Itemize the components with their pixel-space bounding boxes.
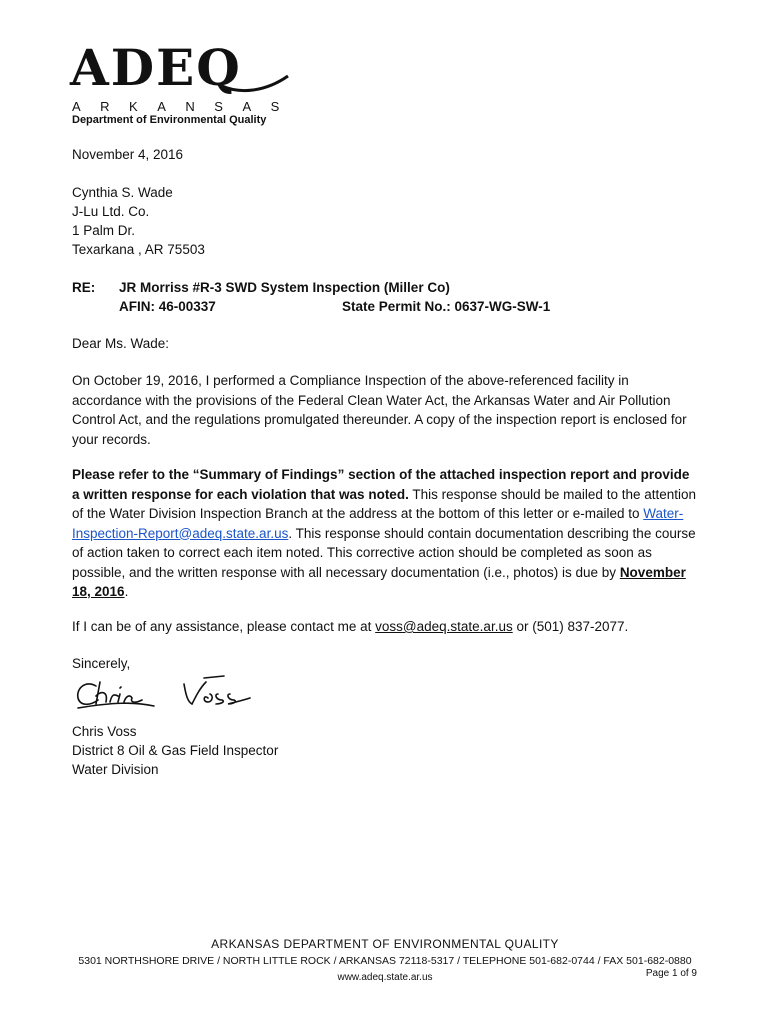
footer-org: ARKANSAS DEPARTMENT OF ENVIRONMENTAL QUALITY [211,937,559,951]
recipient-city: Texarkana , AR 75503 [72,242,205,257]
inspector-email: voss@adeq.state.ar.us [375,619,513,634]
handwritten-signature [74,672,254,714]
report-email-link[interactable]: Water-Inspection-Report@adeq.state.ar.us [72,506,684,541]
re-subject: JR Morriss #R-3 SWD System Inspection (Miller Co) [119,280,450,295]
adeq-logo: ADEQ [70,38,242,97]
recipient-street: 1 Palm Dr. [72,223,136,238]
paragraph-3-text-a: If I can be of any assistance, please contact me at [72,619,376,634]
signer-title: District 8 Oil & Gas Field Inspector [72,743,279,758]
signature-block [72,722,278,779]
re-afin: AFIN: 46-00337 [119,299,216,314]
paragraph-2-text-b: . This response should contain documentation describing the course of action taken to correct each item noted. This corrective action should be completed as soon as possible, and the written response with all necessary documentation (i.e., photos) is due by [72,525,696,580]
recipient-company: J-Lu Ltd. Co. [72,204,150,219]
logo-state: ARKANSAS [72,99,299,114]
body-paragraph-1: On October 19, 2016, I performed a Compliance Inspection of the above-referenced facility in accordance with the provisions of the Federal Clean Water Act, the Arkansas Water and Air Pollution Control Act, and the regulations promulgated thereunder. A copy of the inspection report is enclosed for your records. [72,373,687,447]
due-date: November 18, 2016 [72,564,686,599]
re-label: RE: [72,280,96,295]
body-paragraph-3 [72,617,697,637]
re-permit: State Permit No.: 0637-WG-SW-1 [342,299,551,314]
footer-website: www.adeq.state.ar.us [337,972,433,983]
page-number: Page 1 of 9 [645,968,697,979]
signer-name: Chris Voss [72,724,137,739]
paragraph-2-text-a: This response should be mailed to the attention of the Water Division Inspection Branch at the address at the bottom of this letter or e-mailed to [72,486,697,521]
signer-division: Water Division [72,762,159,777]
letter-date: November 4, 2016 [72,147,184,162]
recipient-address [72,183,205,259]
footer-address: 5301 NORTHSHORE DRIVE / NORTH LITTLE ROCK / ARKANSAS 72118-5317 / TELEPHONE 501-682-0744 / FAX 501-682-0880 [78,955,692,967]
logo-swoosh-icon [220,72,290,94]
body-paragraph-2 [72,465,697,602]
salutation: Dear Ms. Wade: [72,336,170,351]
letterhead [70,40,330,130]
recipient-name: Cynthia S. Wade [72,185,173,200]
findings-instruction: Please refer to the “Summary of Findings” section of the attached inspection report and provide a written response for each violation that was noted. [72,467,690,502]
paragraph-3-text-b: or (501) 837-2077. [512,619,629,634]
paragraph-2-text-c: . [124,584,129,599]
closing: Sincerely, [72,656,131,671]
logo-department: Department of Environmental Quality [72,114,267,126]
